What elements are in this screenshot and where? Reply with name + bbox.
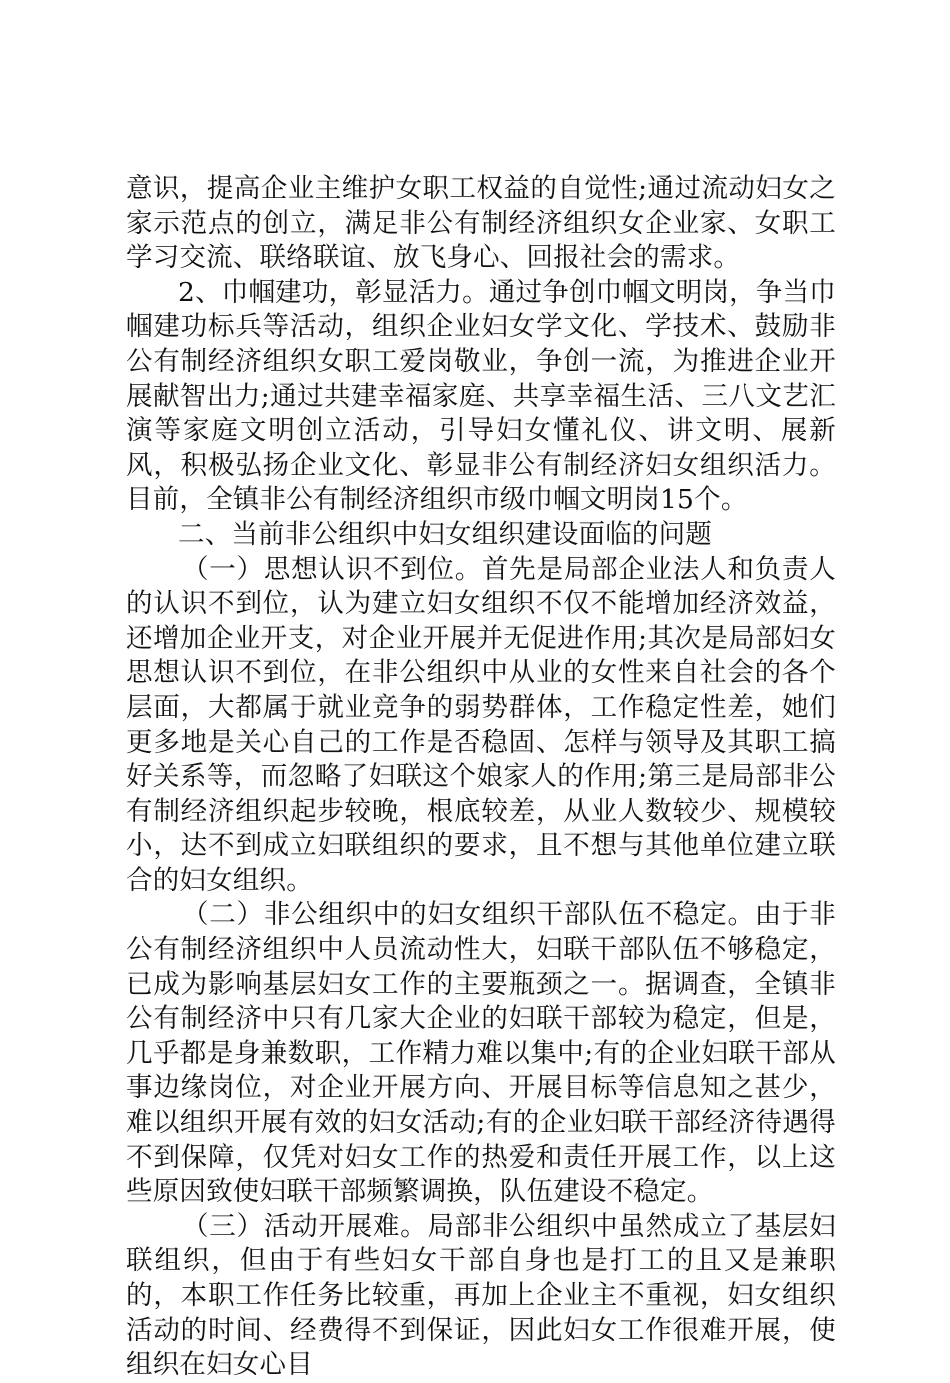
document-body [126,172,836,1383]
paragraph-problem-3: （三）活动开展难。局部非公组织中虽然成立了基层妇联组织，但由于有些妇女干部自身也是打工的且又是兼职的，本职工作任务比较重，再加上企业主不重视，妇女组织活动的时间、经费得不到保证，因此妇女工作很难开展，使组织在妇女心目 [126,1210,836,1381]
paragraph-continuation: 意识，提高企业主维护女职工权益的自觉性;通过流动妇女之家示范点的创立，满足非公有制经济组织女企业家、女职工学习交流、联络联谊、放飞身心、回报社会的需求。 [126,173,836,274]
section-heading: 二、当前非公组织中妇女组织建设面临的问题 [178,518,712,550]
paragraph-problem-2: （二）非公组织中的妇女组织干部队伍不稳定。由于非公有制经济组织中人员流动性大，妇联干部队伍不够稳定，已成为影响基层妇女工作的主要瓶颈之一。据调查，全镇非公有制经济中只有几家大企业的妇联干部较为稳定，但是，几乎都是身兼数职，工作精力难以集中;有的企业妇联干部从事边缘岗位，对企业开展方向、开展目标等信息知之甚少，难以组织开展有效的妇女活动;有的企业妇联干部经济待遇得不到保障，仅凭对妇女工作的热爱和责任开展工作，以上这些原因致使妇联干部频繁调换，队伍建设不稳定。 [126,899,836,1208]
paragraph-item-2: 2、巾帼建功，彰显活力。通过争创巾帼文明岗，争当巾帼建功标兵等活动，组织企业妇女学文化、学技术、鼓励非公有制经济组织女职工爱岗敬业，争创一流，为推进企业开展献智出力;通过共建幸福家庭、共享幸福生活、三八文艺汇演等家庭文明创立活动，引导妇女懂礼仪、讲文明、展新风，积极弘扬企业文化、彰显非公有制经济妇女组织活力。目前，全镇非公有制经济组织市级巾帼文明岗15个。 [126,276,836,516]
paragraph-problem-1: （一）思想认识不到位。首先是局部企业法人和负责人的认识不到位，认为建立妇女组织不仅不能增加经济效益，还增加企业开支，对企业开展并无促进作用;其次是局部妇女思想认识不到位，在非公组织中从业的女性来自社会的各个层面，大都属于就业竞争的弱势群体，工作稳定性差，她们更多地是关心自己的工作是否稳固、怎样与领导及其职工搞好关系等，而忽略了妇联这个娘家人的作用;第三是局部非公有制经济组织起步较晚，根底较差，从业人数较少、规模较小，达不到成立妇联组织的要求，且不想与其他单位建立联合的妇女组织。 [126,553,836,896]
